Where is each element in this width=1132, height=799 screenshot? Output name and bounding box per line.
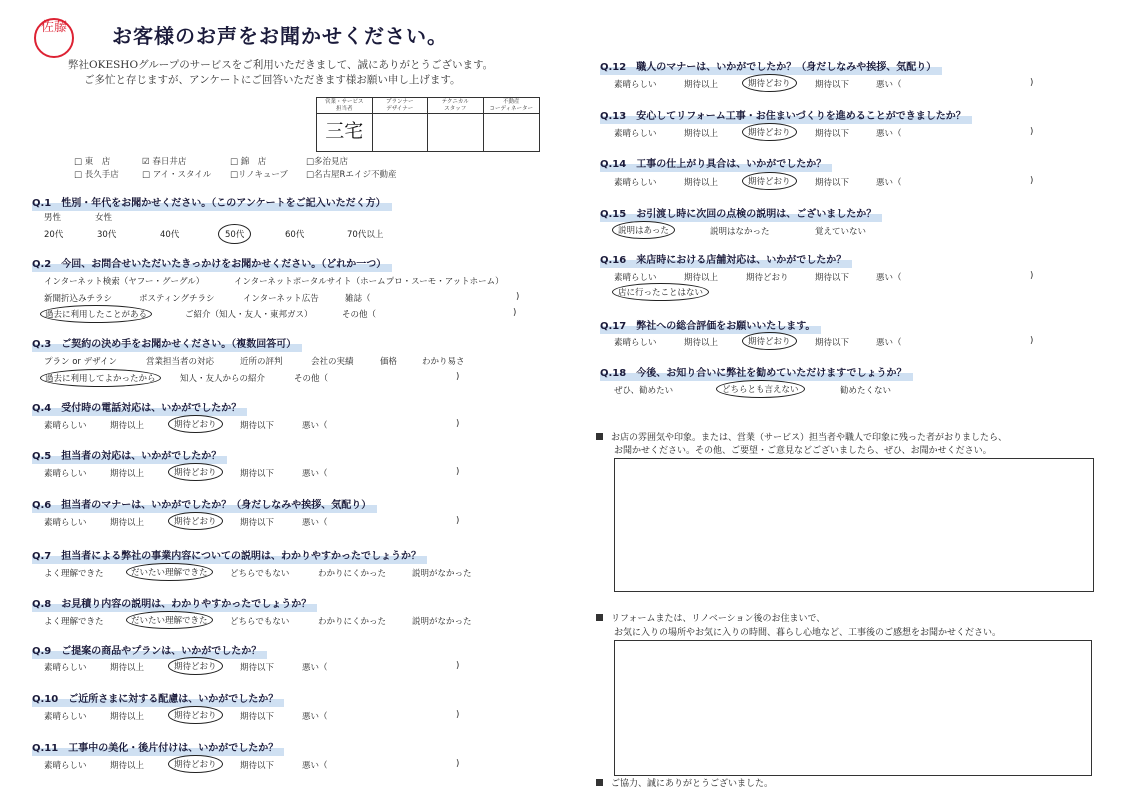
q16-never-visited[interactable]: 店に行ったことはない — [612, 283, 709, 301]
q4-below[interactable]: 期待以下 — [240, 421, 275, 431]
q3-price[interactable]: 価格 — [380, 357, 398, 367]
q4-bad-close: ) — [456, 419, 460, 429]
store-tajimi[interactable]: □多治見店 — [306, 157, 349, 167]
bullet-square-icon — [596, 433, 603, 440]
q17-bad-close: ) — [1030, 336, 1034, 346]
q1-female[interactable]: 女性 — [95, 213, 113, 223]
bullet-square-icon — [596, 614, 603, 621]
q2-newspaper[interactable]: 新聞折込みチラシ — [44, 294, 113, 304]
q2-other-close: ) — [513, 308, 517, 318]
q13-bad[interactable]: 悪い（ — [876, 129, 902, 139]
q1-age-30s[interactable]: 30代 — [97, 230, 117, 240]
seal-stamp: 佐藤 — [34, 18, 74, 58]
q4-excellent[interactable]: 素晴らしい — [44, 421, 87, 431]
q6-excellent[interactable]: 素晴らしい — [44, 518, 87, 528]
q8-hard[interactable]: わかりにくかった — [318, 617, 387, 627]
q11-above[interactable]: 期待以上 — [110, 761, 145, 771]
q3-other-close: ) — [456, 372, 460, 382]
staff-value-sales[interactable]: 三宅 — [317, 114, 373, 151]
q11-as-expected[interactable]: 期待どおり — [168, 755, 223, 773]
page-title: お客様のお声をお聞かせください。 — [112, 24, 448, 48]
q2-internet-search[interactable]: インターネット検索（ヤフー・グーグル） — [44, 277, 205, 287]
q16-excellent[interactable]: 素晴らしい — [614, 273, 657, 283]
q14-excellent[interactable]: 素晴らしい — [614, 178, 657, 188]
q6-as-expected[interactable]: 期待どおり — [168, 512, 223, 530]
q3-used-before-good[interactable]: 過去に利用してよかったから — [40, 369, 161, 387]
q2-referral[interactable]: ご紹介（知人・友人・東邦ガス） — [185, 310, 313, 320]
q14-below[interactable]: 期待以下 — [815, 178, 850, 188]
q6-below[interactable]: 期待以下 — [240, 518, 275, 528]
section2-line-1: リフォームまたは、リノベーション後のお住まいで、 — [596, 611, 825, 624]
q2-magazine-close: ) — [516, 292, 520, 302]
q18-neutral[interactable]: どちらとも言えない — [716, 380, 805, 398]
q13-as-expected[interactable]: 期待どおり — [742, 123, 797, 141]
q11-label: Q.11 工事中の美化・後片付けは、いかがでしたか？ — [32, 738, 284, 756]
q7-understood-well[interactable]: よく理解できた — [44, 569, 104, 579]
q10-bad[interactable]: 悪い（ — [302, 712, 328, 722]
q6-label: Q.6 担当者のマナーは、いかがでしたか？（身だしなみや挨拶、気配り） — [32, 495, 377, 513]
q3-sales-response[interactable]: 営業担当者の対応 — [146, 357, 215, 367]
q7-mostly-understood[interactable]: だいたい理解できた — [126, 563, 213, 581]
q1-age-50s[interactable]: 50代 — [218, 224, 251, 244]
q1-age-60s[interactable]: 60代 — [285, 230, 305, 240]
q9-excellent[interactable]: 素晴らしい — [44, 663, 87, 673]
comment-box-after-construction[interactable] — [614, 640, 1092, 776]
q16-label: Q.16 来店時における店舗対応は、いかがでしたか？ — [600, 250, 852, 268]
q12-as-expected[interactable]: 期待どおり — [742, 74, 797, 92]
staff-header-realestate: 不動産 コーディネーター — [484, 98, 540, 114]
q6-bad-close: ) — [456, 516, 460, 526]
q2-magazine[interactable]: 雑誌（ — [345, 294, 371, 304]
q8-neutral[interactable]: どちらでもない — [230, 617, 290, 627]
store-nagakute[interactable]: □ 長久手店 — [74, 170, 119, 180]
q16-above[interactable]: 期待以上 — [684, 273, 719, 283]
q17-below[interactable]: 期待以下 — [815, 338, 850, 348]
q1-label: Q.1 性別・年代をお聞かせください。（このアンケートをご記入いただく方） — [32, 193, 392, 211]
q4-bad[interactable]: 悪い（ — [302, 421, 328, 431]
q15-label: Q.15 お引渡し時に次回の点検の説明は、ございましたか？ — [600, 204, 882, 222]
q5-above[interactable]: 期待以上 — [110, 469, 145, 479]
q6-above[interactable]: 期待以上 — [110, 518, 145, 528]
q2-used-before[interactable]: 過去に利用したことがある — [40, 305, 152, 323]
q8-label: Q.8 お見積り内容の説明は、わかりやすかったでしょうか？ — [32, 594, 317, 612]
q14-as-expected[interactable]: 期待どおり — [742, 172, 797, 190]
store-nishiki[interactable]: □ 錦 店 — [230, 157, 267, 167]
q3-label: Q.3 ご契約の決め手をお聞かせください。（複数回答可） — [32, 334, 302, 352]
q2-internet-ad[interactable]: インターネット広告 — [243, 294, 319, 304]
q1-age-40s[interactable]: 40代 — [160, 230, 180, 240]
q14-bad[interactable]: 悪い（ — [876, 178, 902, 188]
staff-header-technical: テクニカル スタッフ — [428, 98, 484, 114]
q14-bad-close: ) — [1030, 176, 1034, 186]
q12-bad-close: ) — [1030, 78, 1034, 88]
store-istyle[interactable]: □ アイ・スタイル — [142, 170, 212, 180]
intro-line-2: ご多忙と存じますが、アンケートにご回答いただきます様お願い申し上げます。 — [84, 74, 461, 86]
q4-as-expected[interactable]: 期待どおり — [168, 415, 223, 433]
q9-bad[interactable]: 悪い（ — [302, 663, 328, 673]
q5-bad-close: ) — [456, 467, 460, 477]
q10-below[interactable]: 期待以下 — [240, 712, 275, 722]
q2-other[interactable]: その他（ — [342, 310, 377, 320]
q14-above[interactable]: 期待以上 — [684, 178, 719, 188]
q13-above[interactable]: 期待以上 — [684, 129, 719, 139]
q18-recommend[interactable]: ぜひ、勧めたい — [614, 386, 674, 396]
staff-value-realestate[interactable] — [484, 114, 540, 151]
q13-label: Q.13 安心してリフォーム工事・お住まいづくりを進めることができましたか？ — [600, 106, 972, 124]
q1-age-20s[interactable]: 20代 — [44, 230, 64, 240]
section2-line-2: お気に入りの場所やお気に入りの時間、暮らし心地など、工事後のご感想をお聞かせください。 — [614, 628, 1002, 638]
staff-header-planner: プランナー デザイナー — [373, 98, 429, 114]
comment-box-impressions[interactable] — [614, 458, 1094, 592]
q16-bad[interactable]: 悪い（ — [876, 273, 902, 283]
q12-below[interactable]: 期待以下 — [815, 80, 850, 90]
q2-posting[interactable]: ポスティングチラシ — [139, 294, 215, 304]
q7-neutral[interactable]: どちらでもない — [230, 569, 290, 579]
bullet-square-icon — [596, 779, 603, 786]
q5-label: Q.5 担当者の対応は、いかがでしたか？ — [32, 446, 227, 464]
q9-above[interactable]: 期待以上 — [110, 663, 145, 673]
q8-no-explanation[interactable]: 説明がなかった — [412, 617, 472, 627]
q12-label: Q.12 職人のマナーは、いかがでしたか？（身だしなみや挨拶、気配り） — [600, 57, 942, 75]
q17-bad[interactable]: 悪い（ — [876, 338, 902, 348]
section1-line-1: お店の雰囲気や印象。または、営業（サービス）担当者や職人で印象に残った者がおりましたら、 — [596, 430, 1007, 443]
q10-excellent[interactable]: 素晴らしい — [44, 712, 87, 722]
q3-friend-referral[interactable]: 知人・友人からの紹介 — [180, 374, 266, 384]
q9-below[interactable]: 期待以下 — [240, 663, 275, 673]
q10-bad-close: ) — [456, 710, 460, 720]
q10-label: Q.10 ご近所さまに対する配慮は、いかがでしたか？ — [32, 689, 284, 707]
q12-above[interactable]: 期待以上 — [684, 80, 719, 90]
q16-as-expected[interactable]: 期待どおり — [746, 273, 789, 283]
q11-bad[interactable]: 悪い（ — [302, 761, 328, 771]
q4-above[interactable]: 期待以上 — [110, 421, 145, 431]
staff-value-technical[interactable] — [428, 114, 484, 151]
section1-line-2: お聞かせください。その他、ご要望・ご意見などございましたら、ぜひ、お聞かせください。 — [614, 446, 992, 456]
q17-above[interactable]: 期待以上 — [684, 338, 719, 348]
q10-above[interactable]: 期待以上 — [110, 712, 145, 722]
store-renocube[interactable]: □リノキューブ — [230, 170, 288, 180]
q5-below[interactable]: 期待以下 — [240, 469, 275, 479]
q15-dont-remember[interactable]: 覚えていない — [815, 227, 867, 237]
q16-bad-close: ) — [1030, 271, 1034, 281]
q18-label: Q.18 今後、お知り合いに弊社を勧めていただけますでしょうか？ — [600, 363, 913, 381]
q3-reputation[interactable]: 近所の評判 — [240, 357, 283, 367]
q10-as-expected[interactable]: 期待どおり — [168, 706, 223, 724]
store-nagoya-r-age[interactable]: □名古屋Rエイジ不動産 — [306, 170, 397, 180]
q8-understood-well[interactable]: よく理解できた — [44, 617, 104, 627]
intro-line-1: 弊社OKESHOグループのサービスをご利用いただきまして、誠にありがとうございます。 — [68, 59, 494, 71]
staff-header-sales: 営業・サービス 担当者 — [317, 98, 373, 114]
q13-below[interactable]: 期待以下 — [815, 129, 850, 139]
q9-as-expected[interactable]: 期待どおり — [168, 657, 223, 675]
q1-male[interactable]: 男性 — [44, 213, 62, 223]
q14-label: Q.14 工事の仕上がり具合は、いかがでしたか？ — [600, 154, 832, 172]
q15-explained[interactable]: 説明はあった — [612, 221, 675, 239]
q16-below[interactable]: 期待以下 — [815, 273, 850, 283]
q12-excellent[interactable]: 素晴らしい — [614, 80, 657, 90]
q1-age-70s[interactable]: 70代以上 — [347, 230, 384, 240]
q3-plan-design[interactable]: プラン or デザイン — [44, 357, 118, 367]
q4-label: Q.4 受付時の電話対応は、いかがでしたか？ — [32, 398, 247, 416]
q17-label: Q.17 弊社への総合評価をお願いいたします。 — [600, 316, 821, 334]
q3-track-record[interactable]: 会社の実績 — [311, 357, 354, 367]
q11-bad-close: ) — [456, 759, 460, 769]
store-higashi[interactable]: □ 東 店 — [74, 157, 111, 167]
q3-clarity[interactable]: わかり易さ — [422, 357, 465, 367]
q17-as-expected[interactable]: 期待どおり — [742, 332, 797, 350]
q3-other[interactable]: その他（ — [294, 374, 329, 384]
q5-excellent[interactable]: 素晴らしい — [44, 469, 87, 479]
q5-as-expected[interactable]: 期待どおり — [168, 463, 223, 481]
store-kasugai[interactable]: ☑ 春日井店 — [142, 157, 187, 167]
q2-portal-site[interactable]: インターネットポータルサイト（ホームプロ・スーモ・アットホーム） — [234, 277, 504, 287]
q7-label: Q.7 担当者による弊社の事業内容についての説明は、わかりやすかったでしょうか？ — [32, 546, 427, 564]
q8-mostly-understood[interactable]: だいたい理解できた — [126, 611, 213, 629]
q12-bad[interactable]: 悪い（ — [876, 80, 902, 90]
q9-bad-close: ) — [456, 661, 460, 671]
q9-label: Q.9 ご提案の商品やプランは、いかがでしたか？ — [32, 641, 267, 659]
thanks-message: ご協力、誠にありがとうございました。 — [596, 776, 773, 789]
q17-excellent[interactable]: 素晴らしい — [614, 338, 657, 348]
q2-label: Q.2 今回、お問合せいただいたきっかけをお聞かせください。（どれか一つ） — [32, 254, 392, 272]
q7-no-explanation[interactable]: 説明がなかった — [412, 569, 472, 579]
q13-bad-close: ) — [1030, 127, 1034, 137]
q13-excellent[interactable]: 素晴らしい — [614, 129, 657, 139]
q15-not-explained[interactable]: 説明はなかった — [710, 227, 770, 237]
q18-not-recommend[interactable]: 勧めたくない — [840, 386, 892, 396]
q7-hard[interactable]: わかりにくかった — [318, 569, 387, 579]
q6-bad[interactable]: 悪い（ — [302, 518, 328, 528]
q5-bad[interactable]: 悪い（ — [302, 469, 328, 479]
q11-excellent[interactable]: 素晴らしい — [44, 761, 87, 771]
q11-below[interactable]: 期待以下 — [240, 761, 275, 771]
staff-value-planner[interactable] — [373, 114, 429, 151]
staff-table — [316, 97, 540, 152]
